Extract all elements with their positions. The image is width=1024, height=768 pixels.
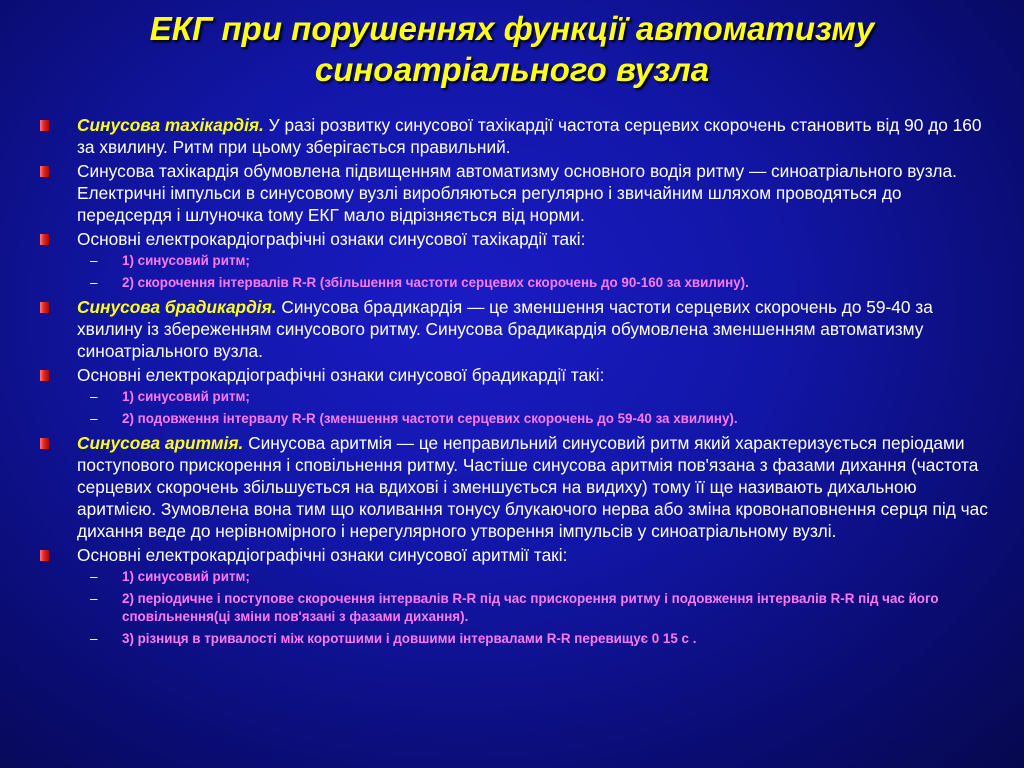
slide-title-line-1: ЕКГ при порушеннях функції автоматизму <box>149 10 875 47</box>
bullet-item <box>40 228 1000 250</box>
dash-bullet-icon: – <box>90 253 98 268</box>
bullet-item <box>40 114 1000 158</box>
square-bullet-icon <box>40 120 49 131</box>
item-text: Основні електрокардіографічні ознаки синусової тахікардії такі: <box>77 229 586 249</box>
sub-item <box>40 410 1000 428</box>
sub-item <box>40 388 1000 406</box>
sub-item <box>40 630 1000 648</box>
sub-item-text: 3) різниця в тривалості між коротшими і довшими інтервалами R-R перевищує 0 15 с . <box>122 631 697 646</box>
item-term: Синусова аритмія. <box>77 433 244 453</box>
square-bullet-icon <box>40 302 49 313</box>
dash-bullet-icon: – <box>90 389 98 404</box>
sub-item <box>40 252 1000 270</box>
square-bullet-icon <box>40 438 49 449</box>
square-bullet-icon <box>40 370 49 381</box>
sub-item-text: 2) подовження інтервалу R-R (зменшення частоти серцевих скорочень до 59-40 за хвилину). <box>122 411 738 426</box>
sub-item <box>40 568 1000 586</box>
bullet-item <box>40 432 1000 542</box>
bullet-item <box>40 160 1000 226</box>
slide-content <box>40 114 1000 652</box>
bullet-item <box>40 296 1000 362</box>
square-bullet-icon <box>40 166 49 177</box>
dash-bullet-icon: – <box>90 631 98 646</box>
dash-bullet-icon: – <box>90 411 98 426</box>
bullet-item <box>40 364 1000 386</box>
sub-item-text: 2) періодичне і поступове скорочення інтервалів R-R під час прискорення ритму і подовження інтервалів R-R під час його сповільнення(ці зміни пов'язані з фазами дихання). <box>122 591 939 624</box>
item-text: Синусова аритмія — це неправильний синусовий ритм який характеризується періодами поступового прискорення і сповільнення ритму. Частіше синусова аритмія пов'язана з фазами дихання (частота серцевих скорочень збільшується на вдихові і зменшується на видиху) тому її ще називають дихальною аритмією. Зумовлена вона тим що коливання тонусу блукаючого нерва або зміна кровонаповнення серця під час дихання веде до нерівномірного і нерегулярного утворення імпульсів у синоатріальному вузлі. <box>77 433 988 541</box>
item-text: Синусова тахікардія обумовлена підвищенням автоматизму основного водія ритму — синоатріального вузла. Електричні імпульси в синусовому вузлі виробляються регулярно і звичайним шляхом проводяться до передсердя і шлуночка tому ЕКГ мало відрізняється від норми. <box>77 161 957 225</box>
sub-item-text: 1) синусовий ритм; <box>122 253 250 268</box>
sub-item-text: 1) синусовий ритм; <box>122 389 250 404</box>
slide-title <box>40 8 984 90</box>
square-bullet-icon <box>40 234 49 245</box>
dash-bullet-icon: – <box>90 591 98 606</box>
item-text: У разі розвитку синусової тахікардії частота серцевих скорочень становить від 90 до 160 за хвилину. Ритм при цьому зберігається правильний. <box>77 115 982 157</box>
bullet-item <box>40 544 1000 566</box>
sub-item-text: 1) синусовий ритм; <box>122 569 250 584</box>
item-text: Основні електрокардіографічні ознаки синусової аритмії такі: <box>77 545 568 565</box>
item-text: Синусова брадикардія — це зменшення частоти серцевих скорочень до 59-40 за хвилину із збереженням синусового ритму. Синусова брадикардія обумовлена зменшенням автоматизму синоатріального вузла. <box>77 297 933 361</box>
square-bullet-icon <box>40 550 49 561</box>
slide-title-line-2: синоатріального вузла <box>314 51 710 88</box>
sub-item <box>40 274 1000 292</box>
item-term: Синусова брадикардія. <box>77 297 277 317</box>
sub-item-text: 2) скорочення інтервалів R-R (збільшення частоти серцевих скорочень до 90-160 за хвилину). <box>122 275 749 290</box>
dash-bullet-icon: – <box>90 275 98 290</box>
sub-item <box>40 590 1000 626</box>
dash-bullet-icon: – <box>90 569 98 584</box>
item-term: Синусова тахікардія. <box>77 115 264 135</box>
item-text: Основні електрокардіографічні ознаки синусової брадикардії такі: <box>77 365 605 385</box>
